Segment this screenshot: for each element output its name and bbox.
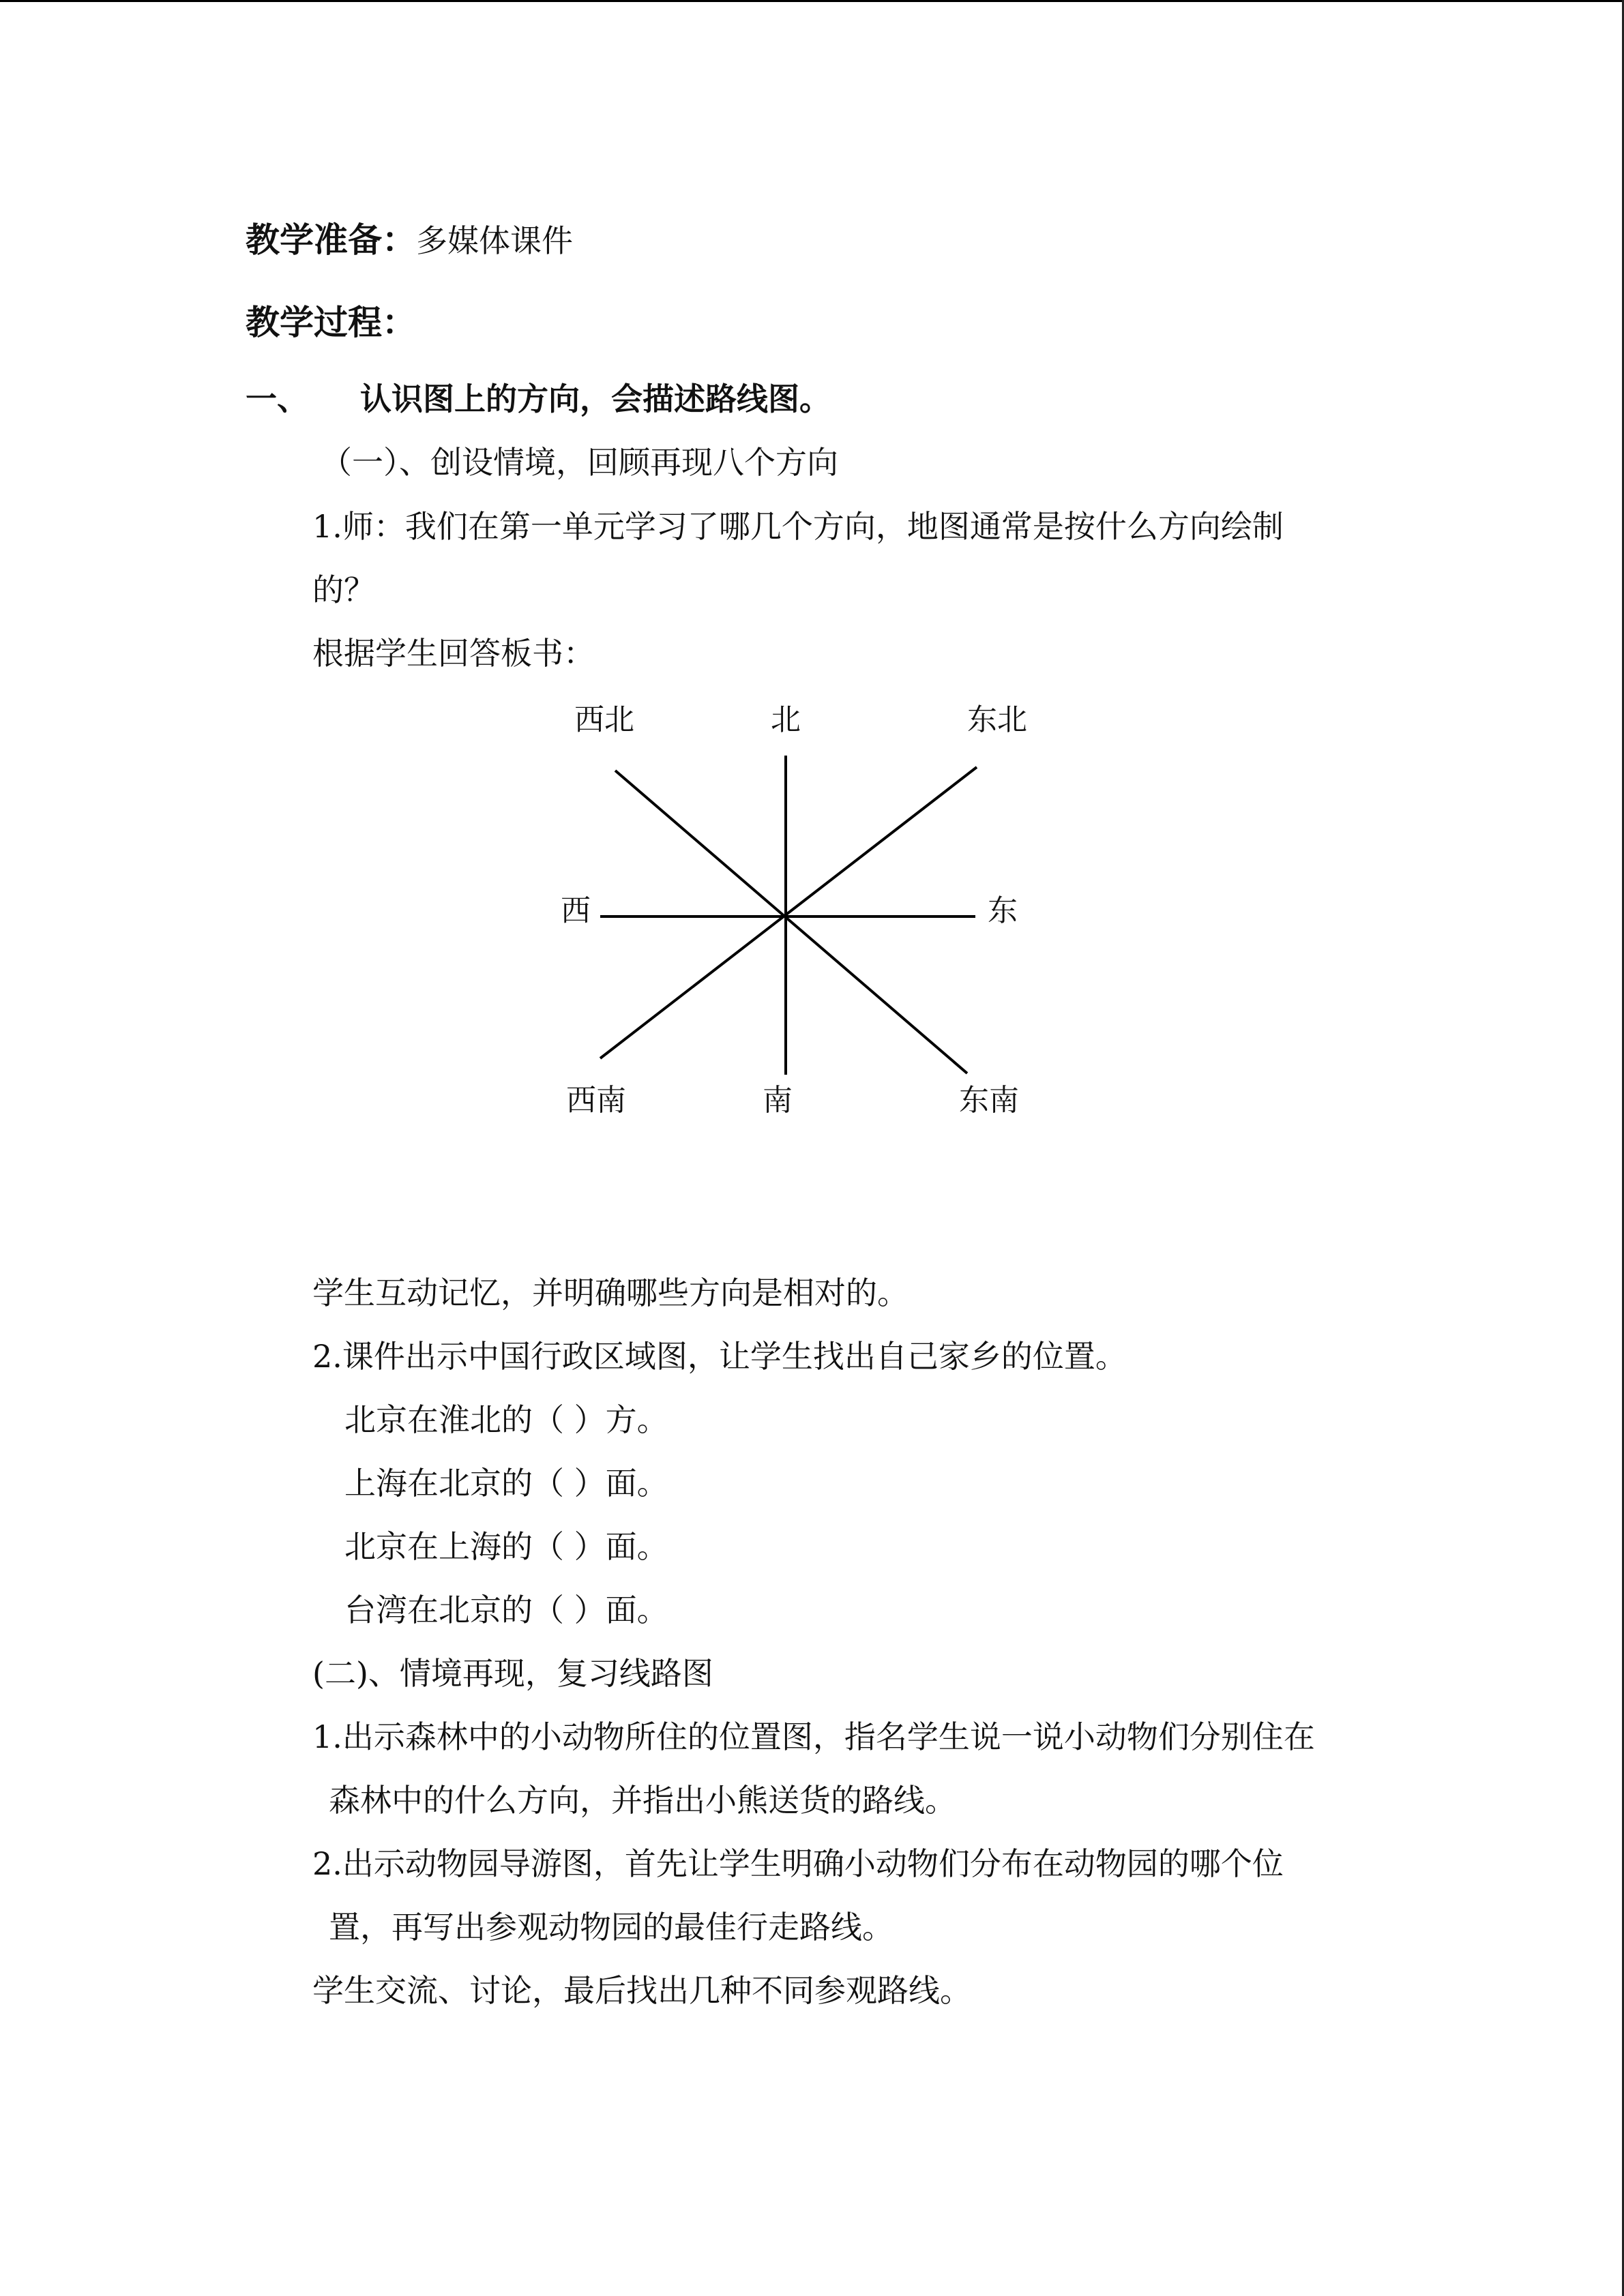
label-northwest: 西北 [574, 702, 634, 737]
part2-item1-line2: 森林中的什么方向，并指出小熊送货的路线。 [329, 1782, 956, 1819]
section1-title: 认识图上的方向，会描述路线图。 [360, 381, 831, 417]
label-south: 南 [763, 1083, 793, 1118]
section1-number: 一、 [246, 381, 308, 417]
part2-title: (二)、情境再现，复习线路图 [312, 1655, 713, 1692]
label-northeast: 东北 [967, 702, 1027, 737]
process-heading: 教学过程： [246, 303, 416, 342]
prep-label: 教学准备： [246, 220, 416, 260]
label-north: 北 [771, 702, 801, 737]
part1-board-intro: 根据学生回答板书： [312, 635, 595, 672]
blank-line-2: 上海在北京的（ ）面。 [344, 1465, 668, 1502]
part1-q1-line1: 1.师：我们在第一单元学习了哪几个方向，地图通常是按什么方向绘制 [312, 508, 1284, 545]
part1-q1-line2: 的？ [312, 571, 375, 608]
part2-item2-line2: 置，再写出参观动物园的最佳行走路线。 [329, 1909, 894, 1945]
label-southwest: 西南 [566, 1083, 626, 1118]
blank-line-1: 北京在淮北的（ ）方。 [344, 1401, 668, 1438]
prep-value: 多媒体课件 [416, 222, 573, 259]
label-east: 东 [988, 893, 1018, 928]
part2-discussion: 学生交流、讨论，最后找出几种不同参观路线。 [312, 1972, 971, 2009]
blank-line-3: 北京在上海的（ ）面。 [344, 1528, 668, 1565]
northeast-southwest-line [600, 767, 977, 1058]
label-southeast: 东南 [959, 1083, 1019, 1118]
label-west: 西 [561, 893, 591, 928]
q2-line: 2.课件出示中国行政区域图，让学生找出自己家乡的位置。 [312, 1338, 1127, 1375]
blank-line-4: 台湾在北京的（ ）面。 [344, 1592, 668, 1628]
part2-item1-line1: 1.出示森林中的小动物所住的位置图，指名学生说一说小动物们分别住在 [312, 1718, 1315, 1755]
part2-item2-line1: 2.出示动物园导游图，首先让学生明确小动物们分布在动物园的哪个位 [312, 1845, 1284, 1882]
part1-title: （一）、创设情境，回顾再现八个方向 [321, 444, 838, 481]
memory-line: 学生互动记忆，并明确哪些方向是相对的。 [312, 1274, 909, 1311]
